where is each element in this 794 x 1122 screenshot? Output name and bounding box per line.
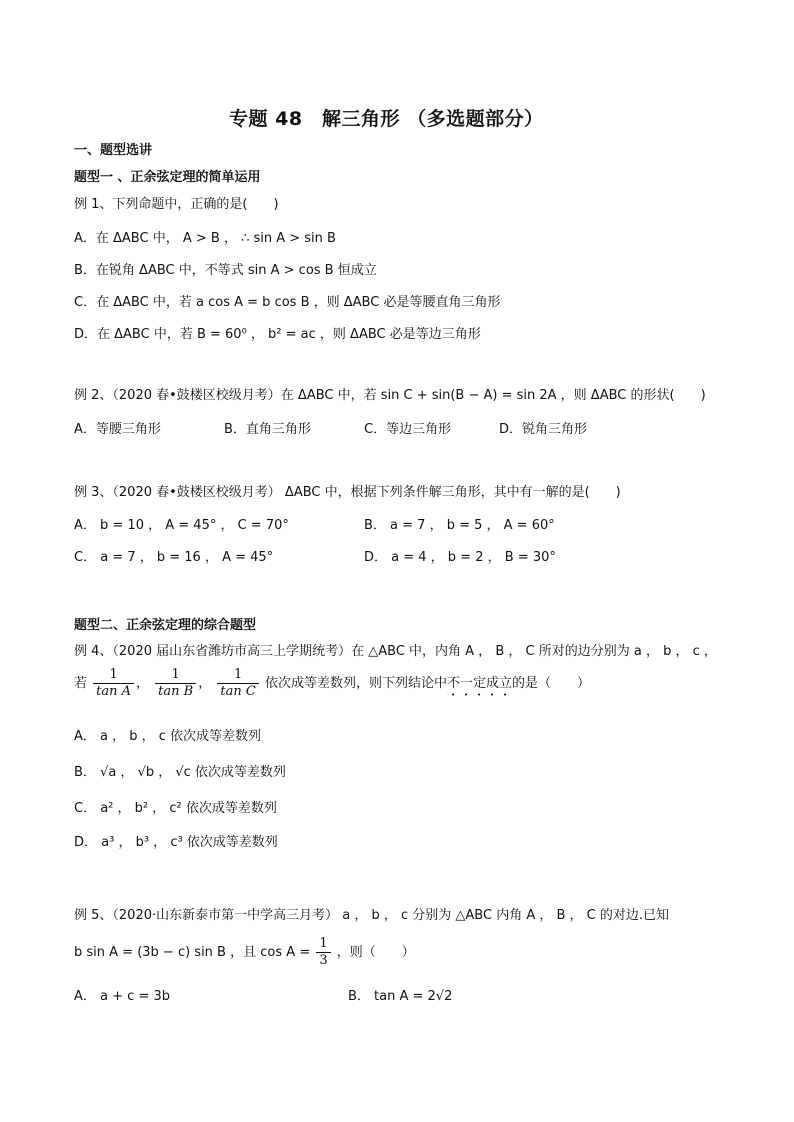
example-1-option-a: A．在 ΔABC 中， A > B ， ∴ sin A > sin B xyxy=(74,231,336,246)
stem-suffix: 的是（ ） xyxy=(511,676,590,691)
example-3-option-b: B． a = 7 ， b = 5 ， A = 60° xyxy=(364,518,555,533)
fraction-numerator: 1 xyxy=(155,667,196,684)
example-3-stem: 例 3、（2020 春•鼓楼区校级月考） ΔABC 中，根据下列条件解三角形，其中有一解的是( ) xyxy=(74,485,621,500)
example-2-option-d: D．锐角三角形 xyxy=(499,422,588,437)
fraction-1-over-tan-b xyxy=(155,667,196,700)
example-4-option-b: B． √a ， √b ， √c 依次成等差数列 xyxy=(74,765,286,780)
example-1-option-d: D．在 ΔABC 中，若 B = 60⁰ ， b² = ac ，则 ΔABC 必是等边三角形 xyxy=(74,327,481,342)
fraction-one-third xyxy=(316,936,330,969)
example-2-option-a: A．等腰三角形 xyxy=(74,422,161,437)
example-2-option-b: B．直角三角形 xyxy=(224,422,311,437)
example-4-stem-line-1: 例 4、（2020 届山东省潍坊市高三上学期统考）在 △ABC 中，内角 A ， B ， C 所对的边分别为 a ， b ， c ， xyxy=(74,644,717,659)
example-4-option-c: C． a² ， b² ， c² 依次成等差数列 xyxy=(74,801,277,816)
example-2-option-c: C．等边三角形 xyxy=(364,422,452,437)
fraction-denominator: tan B xyxy=(158,684,194,699)
stem-suffix: ，则（ ） xyxy=(336,945,415,960)
emphasized-text: 不一定成立 xyxy=(446,676,512,691)
fraction-denominator: 3 xyxy=(319,953,328,968)
question-type-heading: 题型二、正余弦定理的综合题型 xyxy=(74,618,257,633)
example-4-option-a: A． a ， b ， c 依次成等差数列 xyxy=(74,729,262,744)
example-4-option-d: D． a³ ， b³ ， c³ 依次成等差数列 xyxy=(74,835,278,850)
example-3-option-a: A． b = 10 ， A = 45° ， C = 70° xyxy=(74,518,289,533)
fraction-numerator: 1 xyxy=(93,667,134,684)
section-heading: 一、题型选讲 xyxy=(74,143,153,158)
stem-prefix: b sin A = (3b − c) sin B ，且 cos A = xyxy=(74,945,311,960)
example-1-stem: 例 1、下列命题中，正确的是( ) xyxy=(74,197,279,212)
example-5-option-a: A． a + c = 3b xyxy=(74,989,170,1004)
fraction-1-over-tan-a xyxy=(93,667,134,700)
example-3-option-c: C． a = 7 ， b = 16 ， A = 45° xyxy=(74,550,274,565)
stem-prefix: 若 xyxy=(74,676,88,691)
example-1-option-c: C．在 ΔABC 中，若 a cos A = b cos B ，则 ΔABC 必是等腰直角三角形 xyxy=(74,295,501,310)
question-type-heading: 题型一 、正余弦定理的简单运用 xyxy=(74,170,261,185)
fraction-denominator: tan C xyxy=(220,684,256,699)
stem-middle: 依次成等差数列，则下列结论中 xyxy=(264,676,447,691)
example-1-option-b: B．在锐角 ΔABC 中，不等式 sin A > cos B 恒成立 xyxy=(74,263,377,278)
fraction-numerator: 1 xyxy=(217,667,258,684)
example-5-stem-line-1: 例 5、（2020·山东新泰市第一中学高三月考） a ， b ， c 分别为 △ABC 内角 A ， B ， C 的对边.已知 xyxy=(74,908,670,923)
example-2-stem: 例 2、（2020 春•鼓楼区校级月考）在 ΔABC 中，若 sin C + sin(B − A) = sin 2A ，则 ΔABC 的形状( ) xyxy=(74,388,706,403)
example-4-stem-line-2: 若 $\frac{1}{\text{tan A}}$ ， $\frac{1}{\text{tan B}}$ ， $\frac{1}{\text{tan C}}$ 依次成等差数列，则下列结论中不一定成立的是（ ） xyxy=(74,667,590,699)
example-5-stem-line-2 xyxy=(74,936,415,969)
fraction-numerator: 1 xyxy=(316,936,330,953)
page-title: 专题 48 解三角形 （多选题部分） xyxy=(229,108,544,130)
fraction-denominator: tan A xyxy=(96,684,132,699)
example-5-option-b: B． tan A = 2√2 xyxy=(348,989,453,1004)
fraction-1-over-tan-c xyxy=(217,667,258,700)
example-3-option-d: D． a = 4 ， b = 2 ， B = 30° xyxy=(364,550,556,565)
